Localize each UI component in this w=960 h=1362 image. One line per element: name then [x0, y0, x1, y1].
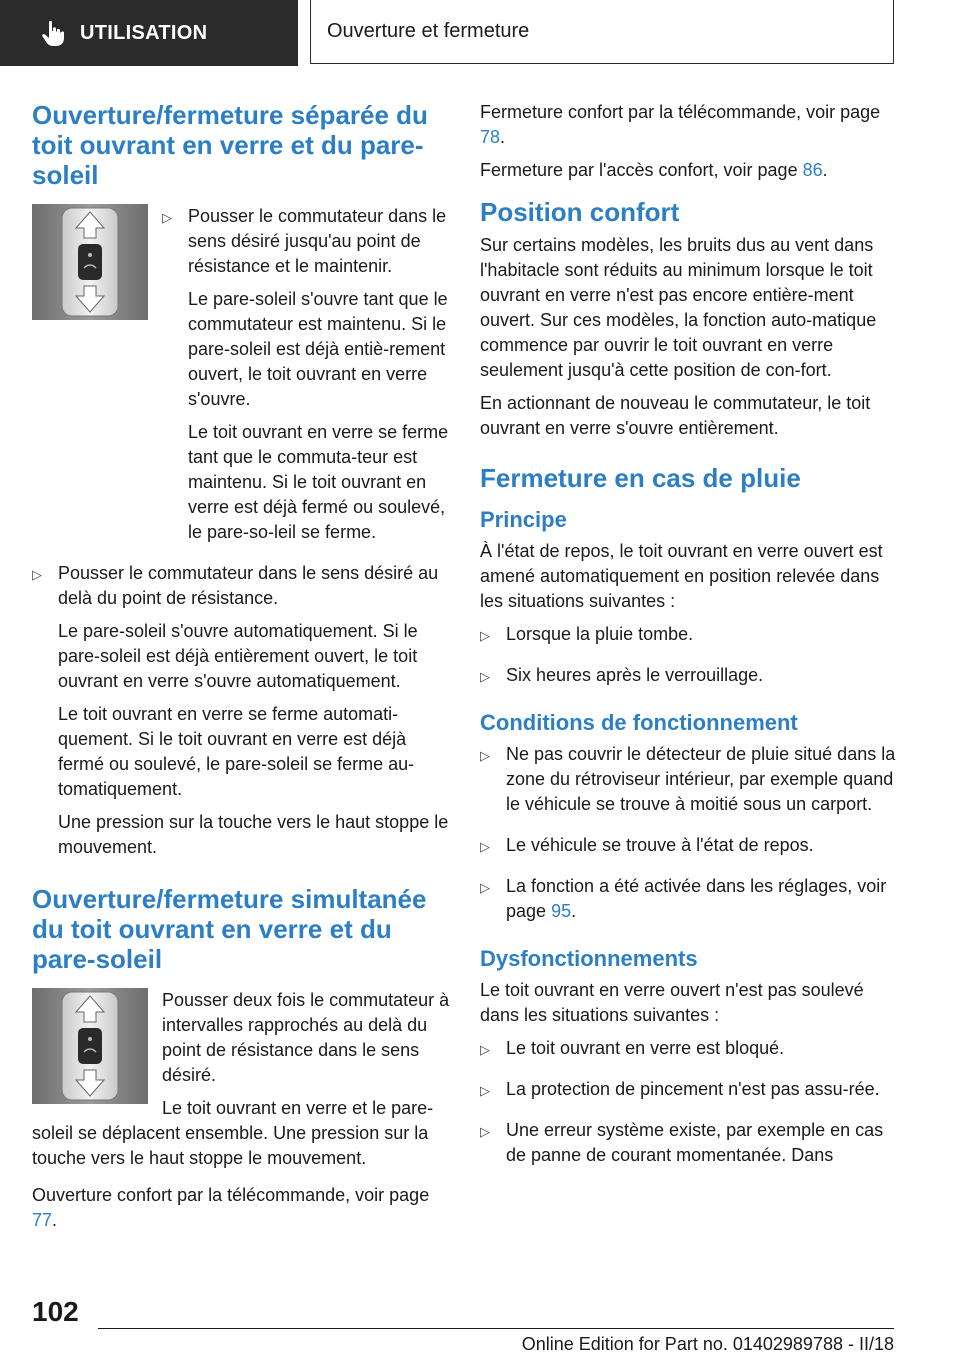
bullet-triangle-icon: ▷: [480, 669, 490, 684]
bullet-item: [480, 1036, 898, 1069]
bullet-item: [162, 204, 450, 553]
bullet-text: Le pare-soleil s'ouvre tant que le commutateur est maintenu. Si le pare-soleil est déjà entiè-rement ouvert, le toit ouvrant en verre s'ouvre.: [188, 289, 448, 409]
bullet-text: Le véhicule se trouve à l'état de repos.: [506, 835, 814, 855]
page-link-86[interactable]: 86: [802, 160, 823, 180]
punctuation: .: [52, 1210, 58, 1230]
bullet-text: Pousser le commutateur dans le sens désiré jusqu'au point de résistance et le maintenir.: [188, 206, 447, 276]
bullet-item: [480, 833, 898, 866]
punctuation: .: [500, 127, 506, 147]
ref-text: Ouverture confort par la télécommande, voir page: [32, 1185, 430, 1205]
bullet-text: Une pression sur la touche vers le haut stoppe le mouvement.: [58, 812, 449, 857]
page-link-95[interactable]: 95: [551, 901, 572, 921]
section-tab: [0, 0, 298, 66]
bullet-item: [480, 622, 898, 655]
bullet-item: [480, 663, 898, 696]
paragraph: À l'état de repos, le toit ouvrant en verre ouvert est amené automatiquement en position relevée dans les situations suivantes :: [480, 541, 883, 611]
bullet-triangle-icon: ▷: [480, 1124, 490, 1139]
subheading-principle: Principe: [480, 507, 567, 532]
bullet-item: [480, 742, 898, 825]
paragraph: Pousser deux fois le commutateur à intervalles rapprochés au delà du point de résistance dans le sens désiré.: [162, 990, 450, 1085]
bullet-text: Pousser le commutateur dans le sens désiré au delà du point de résistance.: [58, 563, 439, 608]
hand-pointer-icon: [38, 18, 68, 48]
punctuation: .: [571, 901, 577, 921]
page-link-77[interactable]: 77: [32, 1210, 53, 1230]
page-header: [0, 0, 960, 66]
page-link-78[interactable]: 78: [480, 127, 501, 147]
paragraph-access-close: [480, 158, 898, 183]
paragraph: Le toit ouvrant en verre ouvert n'est pas soulevé dans les situations suivantes :: [480, 980, 864, 1025]
left-column: [32, 100, 450, 1241]
footer-divider: [98, 1328, 894, 1329]
bullet-triangle-icon: ▷: [480, 748, 490, 763]
bullet-triangle-icon: ▷: [32, 567, 42, 582]
heading-simultaneous-open-close: Ouverture/fermeture simultanée du toit ouvrant en verre et du pare-soleil: [32, 884, 427, 974]
bullet-text: Lorsque la pluie tombe.: [506, 624, 694, 644]
bullet-text: Le toit ouvrant en verre se ferme tant que le commuta-teur est maintenu. Si le toit ouvrant en verre est déjà fermé ou soulevé, le pare-so-leil se ferme.: [188, 422, 449, 542]
bullet-text: Le toit ouvrant en verre est bloqué.: [506, 1038, 785, 1058]
paragraph: Sur certains modèles, les bruits dus au vent dans l'habitacle sont réduits au minimum lorsque le toit ouvrant en verre n'est pas encore entière-ment ouvert. Sur ces modèles, la fonction auto-matique commence par ouvrir le toit ouvrant en verre seulement jusqu'à cette position de con-fort.: [480, 235, 877, 380]
right-column: [480, 100, 898, 1184]
heading-comfort-position: Position confort: [480, 197, 680, 227]
bullet-text: Une erreur système existe, par exemple en cas de panne de courant momentanée. Dans: [506, 1120, 884, 1165]
bullet-triangle-icon: ▷: [480, 839, 490, 854]
bullet-triangle-icon: ▷: [162, 210, 172, 225]
bullet-item: [480, 1077, 898, 1110]
bullet-item: [480, 1118, 898, 1176]
heading-separate-open-close: Ouverture/fermeture séparée du toit ouvrant en verre et du pare-soleil: [32, 100, 428, 190]
paragraph: En actionnant de nouveau le commutateur, le toit ouvrant en verre s'ouvre entièrement.: [480, 393, 871, 438]
bullet-text: La protection de pincement n'est pas assu-rée.: [506, 1079, 880, 1099]
bullet-text: Le toit ouvrant en verre se ferme automati-quement. Si le toit ouvrant en verre est déjà fermé ou soulevé, le pare-soleil se ferme au-tomatiquement.: [58, 704, 415, 799]
paragraph-comfort-close: [480, 100, 898, 150]
bullet-item: [480, 874, 898, 932]
ref-text: La fonction a été activée dans les réglages, voir page: [506, 876, 887, 921]
chapter-title: Ouverture et fermeture: [327, 20, 530, 42]
bullet-text: [506, 874, 898, 924]
section-title: UTILISATION: [80, 21, 208, 44]
ref-text: Fermeture confort par la télécommande, voir page: [480, 102, 881, 122]
bullet-triangle-icon: ▷: [480, 1042, 490, 1057]
bullet-text: Ne pas couvrir le détecteur de pluie situé dans la zone du rétroviseur intérieur, par exemple quand le véhicule se trouve à moitié sous un carport.: [506, 744, 896, 814]
chapter-box: [310, 0, 894, 64]
bullet-text: Six heures après le verrouillage.: [506, 665, 764, 685]
punctuation: .: [822, 160, 828, 180]
bullet-triangle-icon: ▷: [480, 880, 490, 895]
heading-rain-closing: Fermeture en cas de pluie: [480, 463, 801, 493]
paragraph-comfort-open: [32, 1183, 450, 1233]
ref-text: Fermeture par l'accès confort, voir page: [480, 160, 798, 180]
bullet-item: [32, 561, 450, 868]
subheading-malfunctions: Dysfonctionnements: [480, 946, 698, 971]
bullet-triangle-icon: ▷: [480, 628, 490, 643]
page-number: 102: [32, 1296, 79, 1327]
bullet-triangle-icon: ▷: [480, 1083, 490, 1098]
bullet-text: Le pare-soleil s'ouvre automatiquement. Si le pare-soleil est déjà entièrement ouvert, le toit ouvrant en verre s'ouvre automatiquement.: [58, 621, 418, 691]
switch-illustration-2: [32, 988, 148, 1104]
subheading-conditions: Conditions de fonctionnement: [480, 710, 798, 735]
footer-edition: Online Edition for Part no. 01402989788 - II/18: [521, 1334, 894, 1354]
paragraph: Le toit ouvrant en verre et le pare-soleil se déplacent ensemble. Une pression sur la touche vers le haut stoppe le mouvement.: [32, 1098, 434, 1168]
switch-illustration-1: [32, 204, 148, 320]
